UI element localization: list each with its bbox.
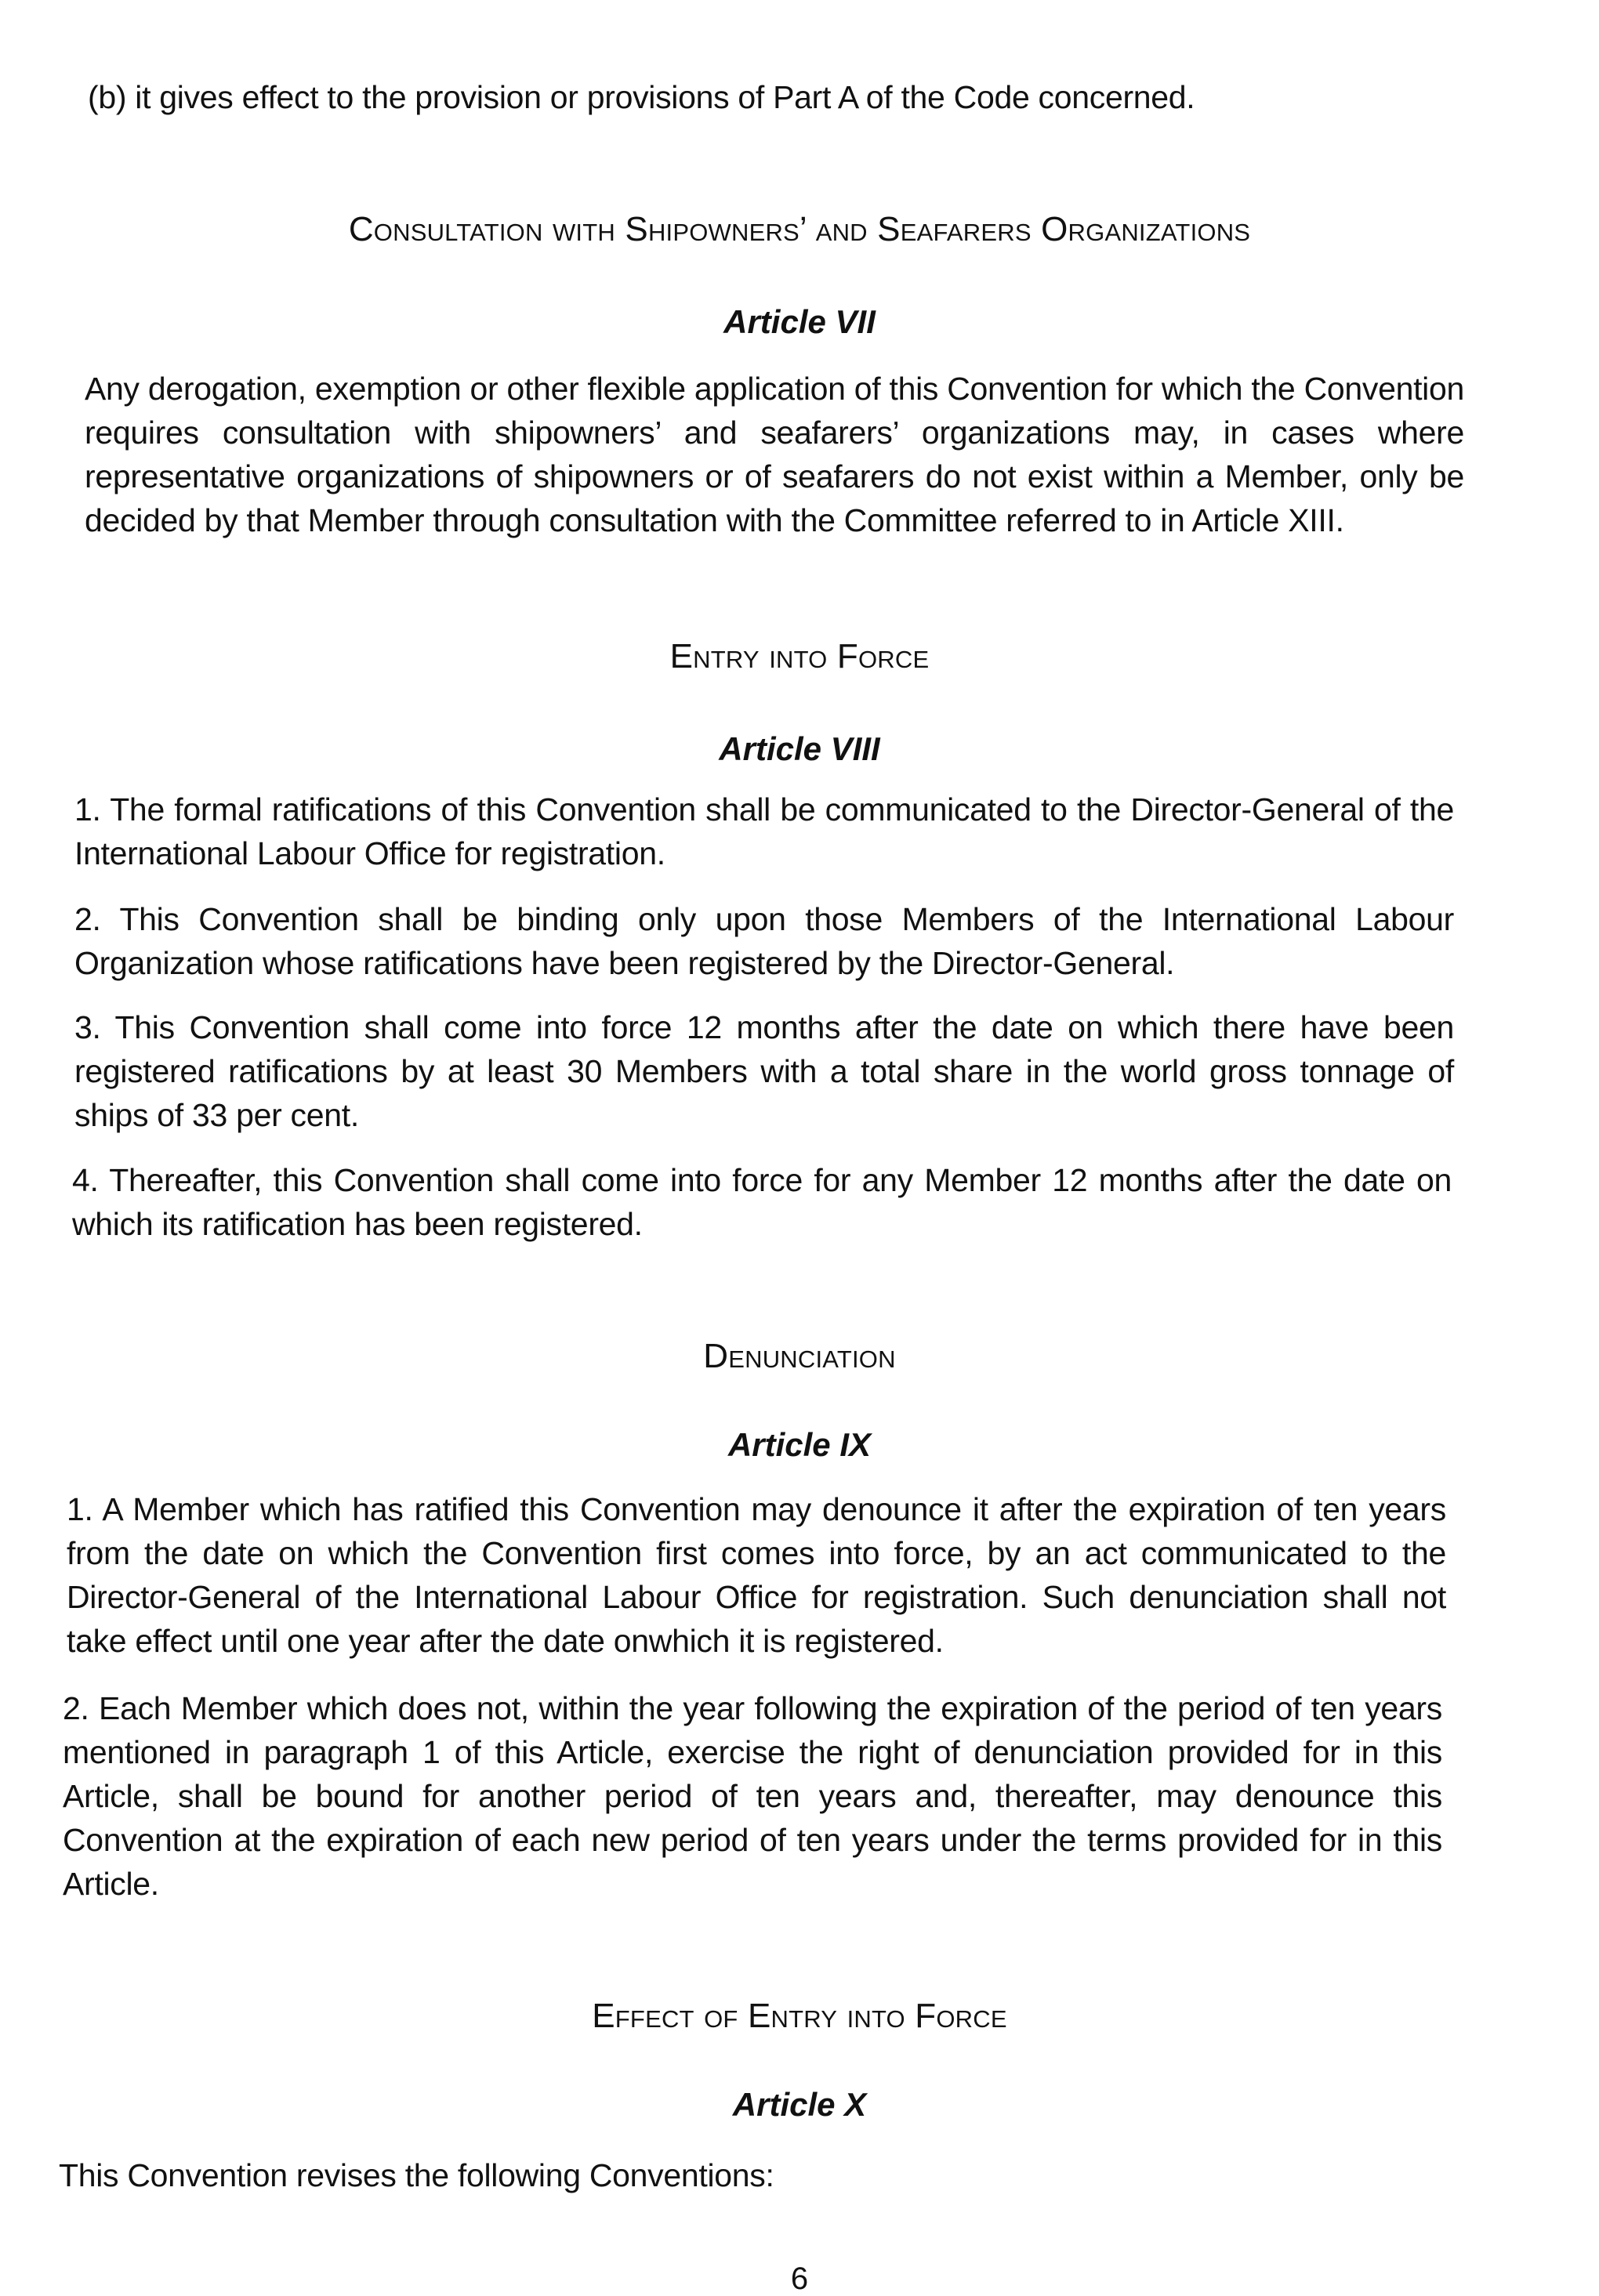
article-ix-paragraph-2: 2. Each Member which does not, within the year following the expiration of the period of ten years mentioned in paragraph 1 of this Article, exercise the right of denunciation provided for in this Article, shall be bound for another period of ten years and, thereafter, may denounce this Convention at the expiration of each new period of ten years under the terms provided for in this Article. <box>63 1690 1442 1902</box>
intro-line: (b) it gives effect to the provision or provisions of Part A of the Code concerned. <box>88 79 1195 115</box>
article-title-ix: Article IX <box>727 1426 872 1463</box>
article-title-viii: Article VIII <box>719 730 880 767</box>
article-viii-paragraph-1: 1. The formal ratifications of this Convention shall be communicated to the Director-General of the International Labour Office for registration. <box>74 791 1454 871</box>
page-number: 6 <box>790 2262 809 2296</box>
article-title-vii: Article VII <box>723 303 876 340</box>
article-title-x: Article X <box>732 2086 867 2123</box>
section-heading-entry-into-force: Entry into Force <box>669 637 930 675</box>
section-heading-denunciation: Denunciation <box>703 1337 896 1375</box>
section-heading-consultation: Consultation with Shipowners’ and Seafarers Organizations <box>348 210 1251 248</box>
article-viii-paragraph-4: 4. Thereafter, this Convention shall come into force for any Member 12 months after the date on which its ratification has been registered. <box>72 1162 1452 1242</box>
section-heading-effect-of-entry-into-force: Effect of Entry into Force <box>592 1997 1007 2035</box>
article-vii-paragraph: Any derogation, exemption or other flexible application of this Convention for which the Convention requires consultation with shipowners’ and seafarers’ organizations may, in cases where representative organizations of shipowners or of seafarers do not exist within a Member, only be decided by that Member through consultation with the Committee referred to in Article XIII. <box>85 371 1464 538</box>
article-viii-paragraph-2: 2. This Convention shall be binding only upon those Members of the International Labour Organization whose ratifications have been registered by the Director-General. <box>74 901 1454 981</box>
article-ix-paragraph-1: 1. A Member which has ratified this Convention may denounce it after the expiration of ten years from the date on which the Convention first comes into force, by an act communicated to the Director-General of the International Labour Office for registration. Such denunciation shall not take effect until one year after the date onwhich it is registered. <box>67 1491 1446 1659</box>
article-x-paragraph: This Convention revises the following Conventions: <box>59 2157 774 2193</box>
article-viii-paragraph-3: 3. This Convention shall come into force 12 months after the date on which there have been registered ratifications by at least 30 Members with a total share in the world gross tonnage of ships of 33 per cent. <box>74 1009 1454 1133</box>
